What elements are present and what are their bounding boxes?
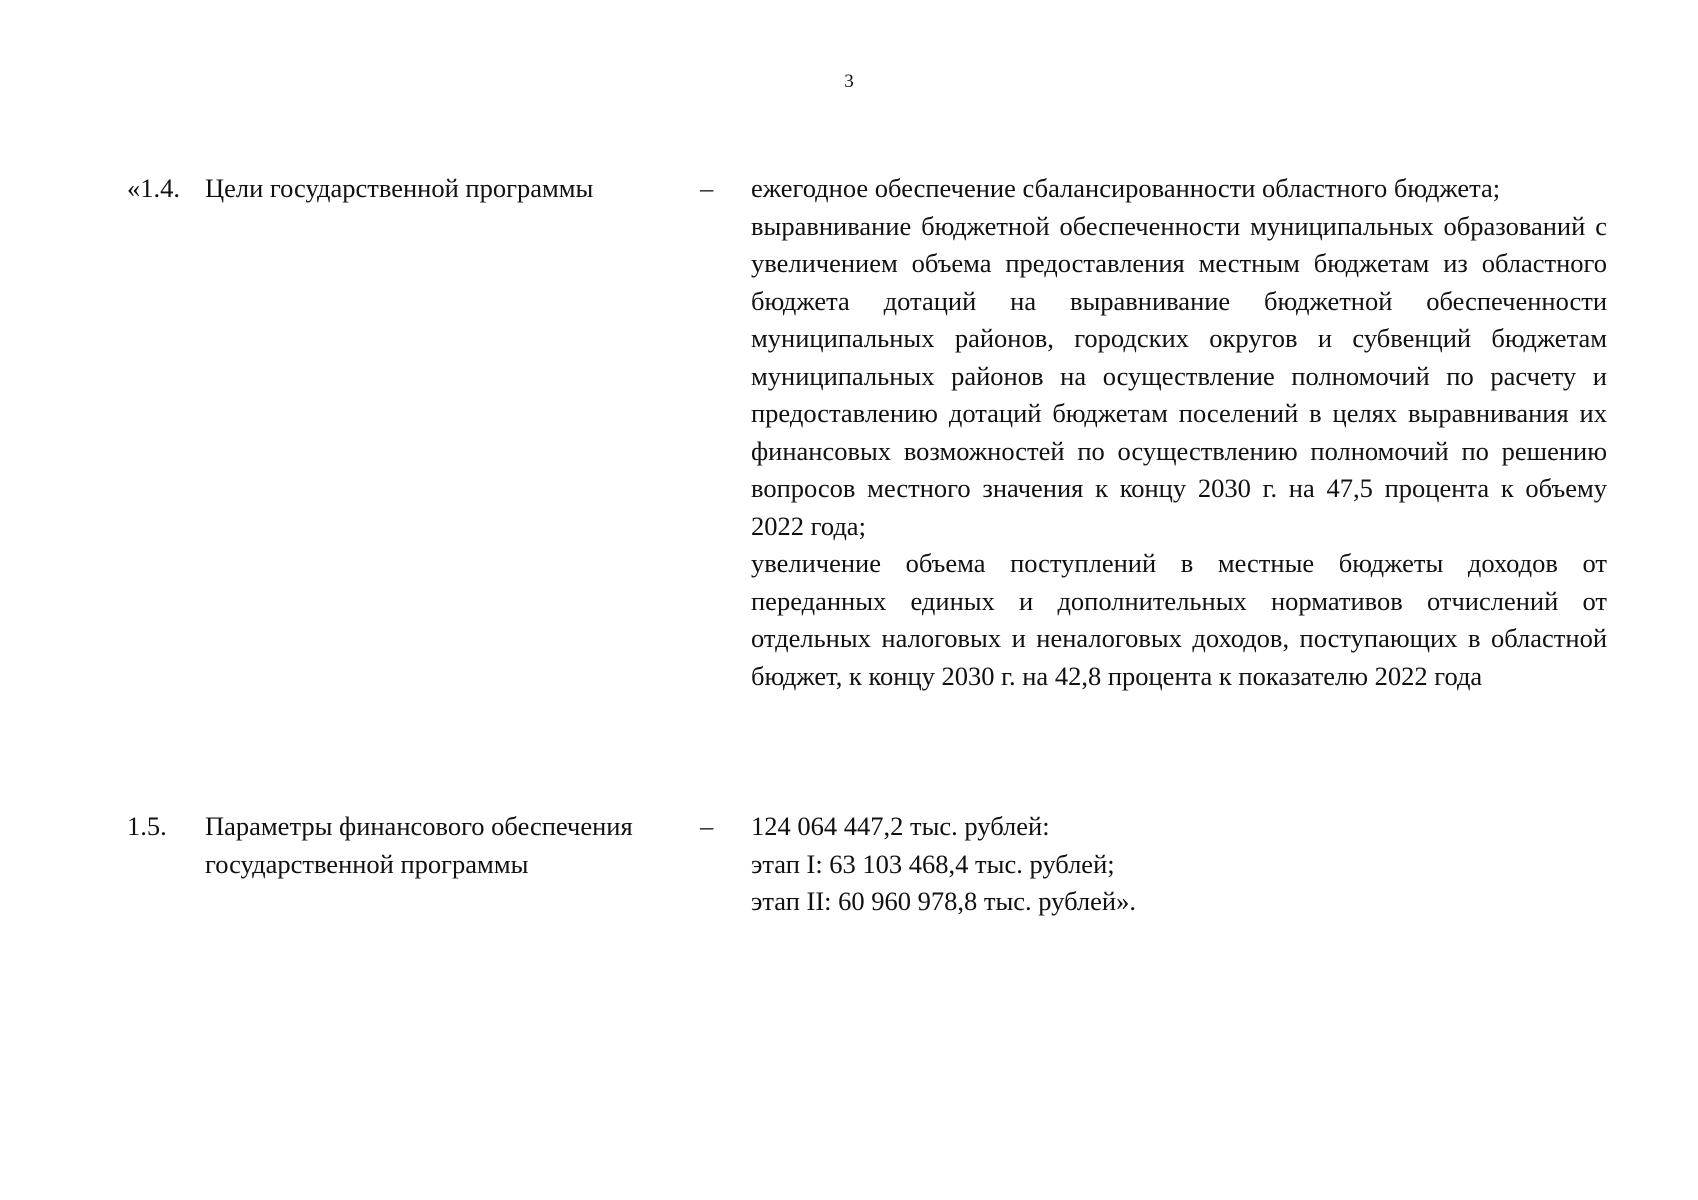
row-title <box>205 808 675 883</box>
row-content <box>751 808 1607 921</box>
goal-paragraph: увеличение объема поступлений в местные бюджеты доходов от переданных единых и дополнительных нормативов отчислений от отдельных налоговых и неналоговых доходов, поступающих в областной бюджет, к концу 2030 г. на 42,8 процента к показателю 2022 года <box>751 548 1607 691</box>
row-title-line: государственной программы <box>205 848 529 879</box>
row-content <box>751 170 1607 695</box>
row-dash: – <box>700 811 714 841</box>
financing-stage-1: этап I: 63 103 468,4 тыс. рублей; <box>751 848 1115 879</box>
row-number: 1.5. <box>127 811 167 841</box>
goal-paragraph: ежегодное обеспечение сбалансированности областного бюджета; <box>751 173 1501 203</box>
row-title <box>205 170 675 208</box>
row-title-line: Цели государственной программы <box>205 173 594 203</box>
financing-total: 124 064 447,2 тыс. рублей: <box>751 811 1050 841</box>
goal-paragraph: выравнивание бюджетной обеспеченности муниципальных образований с увеличением объема предоставления местным бюджетам из областного бюджета дотаций на выравнивание бюджетной обеспеченности муниципальных районов, городских округов и субвенций бюджетам муниципальных районов на осуществление полномочий по расчету и предоставлению дотаций бюджетам поселений в целях выравнивания их финансовых возможностей по осуществлению полномочий по решению вопросов местного значения к концу 2030 г. на 47,5 процента к объему 2022 года; <box>751 210 1607 541</box>
row-title-line: Параметры финансового обеспечения <box>205 811 633 841</box>
row-number: «1.4. <box>127 173 180 203</box>
row-dash: – <box>700 173 714 203</box>
financing-stage-2: этап II: 60 960 978,8 тыс. рублей». <box>751 886 1136 916</box>
page-number: 3 <box>844 71 854 92</box>
